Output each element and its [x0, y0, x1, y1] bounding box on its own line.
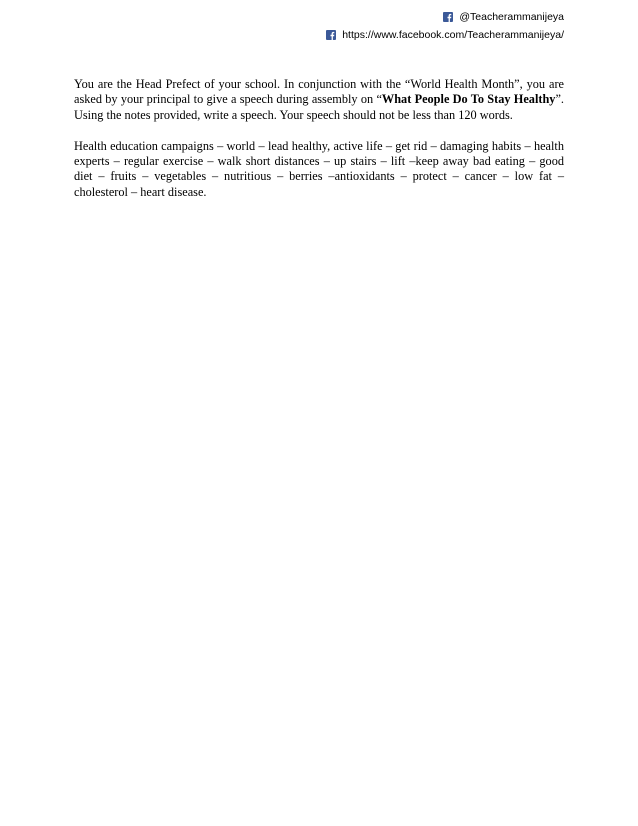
- question-paragraph: [74, 77, 564, 123]
- facebook-icon: [326, 30, 336, 40]
- document-body: [74, 77, 564, 216]
- question-intro: You are the Head Prefect of your school. In conjunction with the “World Health Month”, you are asked by your principal to give a speech during assembly on “: [74, 77, 564, 107]
- page-header: [326, 8, 564, 44]
- header-handle: @Teacherammanijeya: [459, 11, 564, 23]
- header-url: https://www.facebook.com/Teacherammanijeya/: [342, 29, 564, 41]
- header-url-line: [326, 26, 564, 44]
- facebook-icon: [443, 12, 453, 22]
- speech-topic: What People Do To Stay Healthy: [381, 92, 556, 107]
- question-outro: ”. Using the notes provided, write a speech. Your speech should not be less than 120 words.: [74, 92, 564, 122]
- notes-paragraph: Health education campaigns – world – lead healthy, active life – get rid – damaging habits – health experts – regular exercise – walk short distances – up stairs – lift –keep away bad eating – good diet – fruits – vegetables – nutritious – berries –antioxidants – protect – cancer – low fat – cholesterol – heart disease.: [74, 138, 564, 199]
- header-handle-line: [326, 8, 564, 26]
